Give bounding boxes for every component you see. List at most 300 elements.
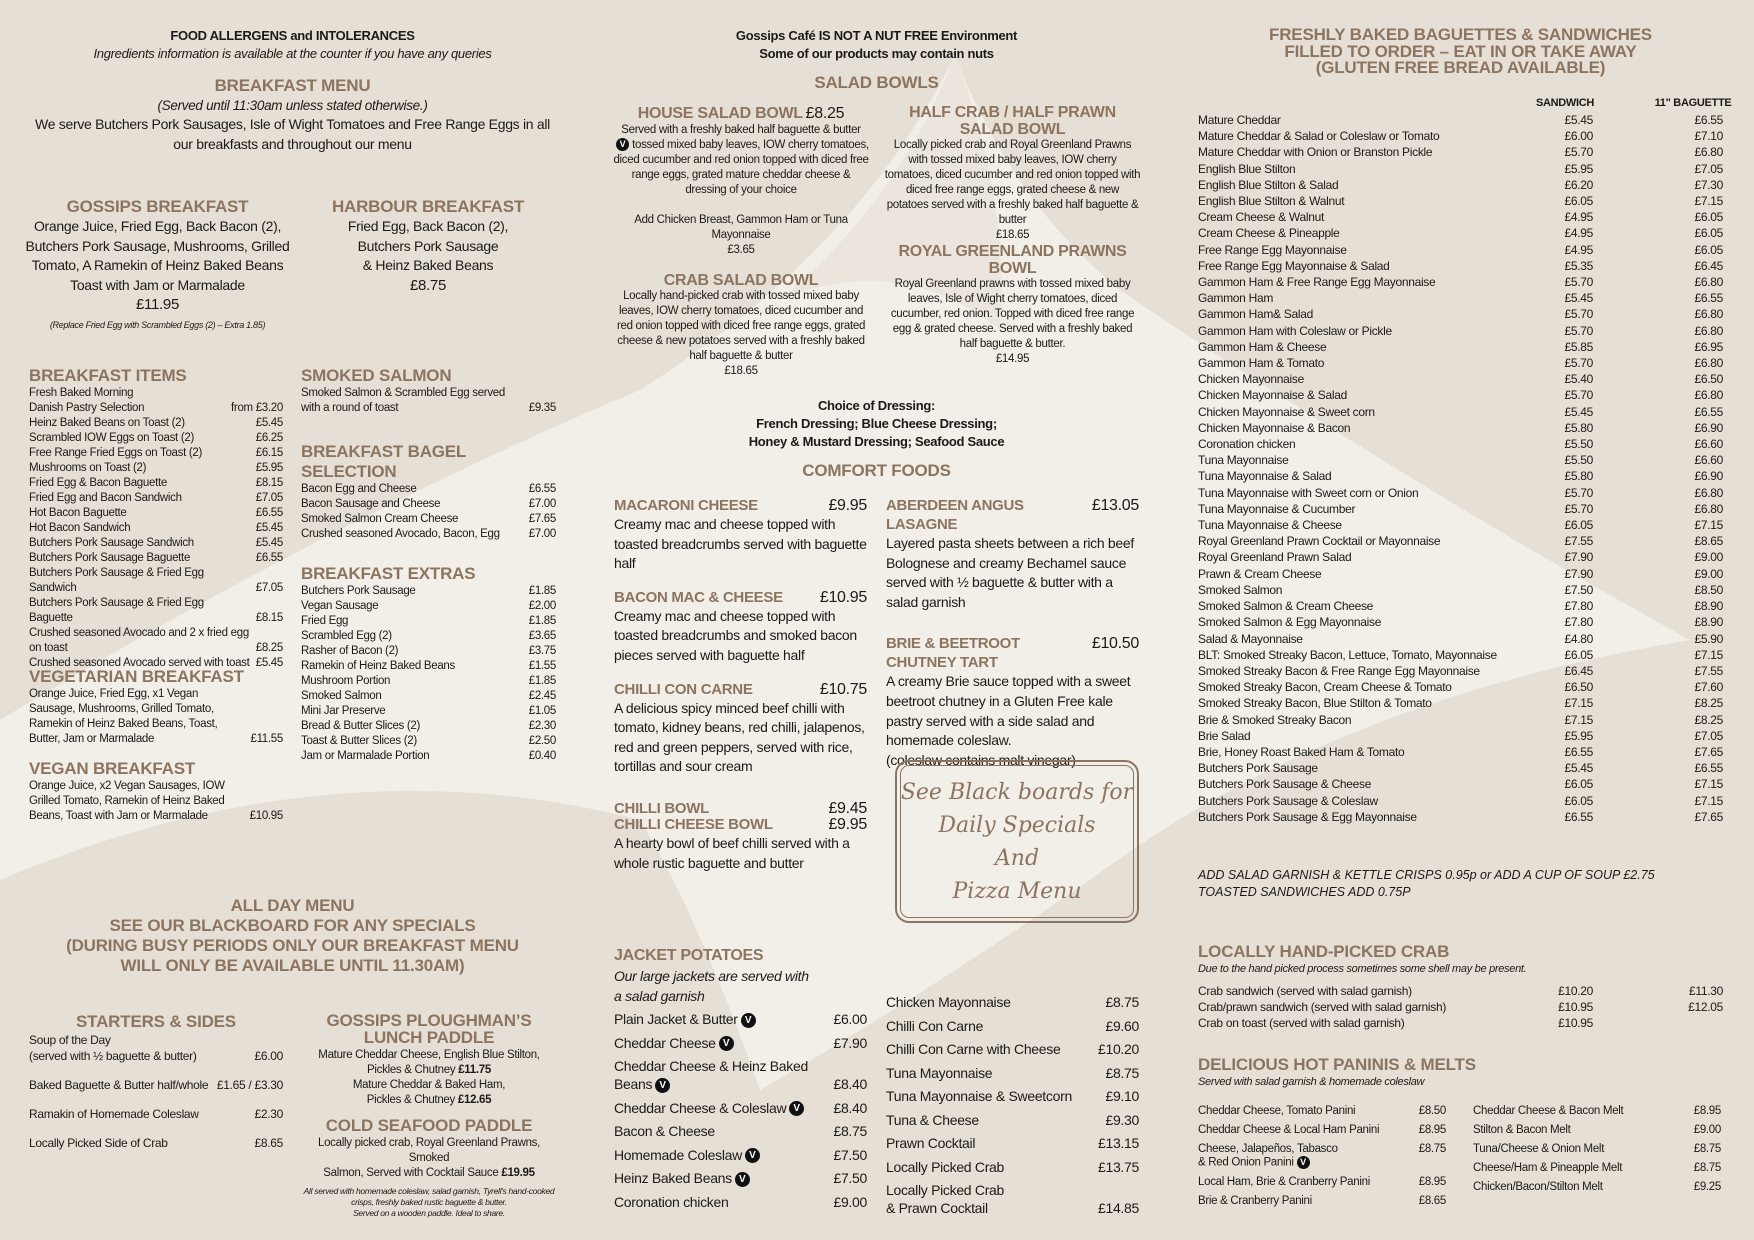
menu-item [1198, 1015, 1723, 1031]
menu-item [1198, 598, 1723, 614]
item-name [614, 1146, 833, 1164]
menu-item [29, 506, 283, 521]
item-sandwich: £6.05 [1564, 777, 1593, 792]
item-description: A hearty bowl of beef chilli served with a whole rustic baguette and butter [614, 835, 850, 871]
gossips-breakfast [25, 197, 290, 330]
item-name-text: Crab on toast (served with salad garnish) [1198, 1016, 1405, 1031]
item-name [1198, 1195, 1419, 1208]
item-name [29, 566, 256, 596]
item-name [1198, 177, 1528, 193]
item-name-text: Plain Jacket & Butter [614, 1011, 738, 1027]
section-title: STARTERS & SIDES [76, 1012, 236, 1031]
item-price: £7.05 [255, 492, 283, 504]
item-name [1198, 290, 1528, 306]
item-price: £9.95 [828, 497, 867, 514]
item-note: (Replace Fried Egg with Scrambled Eggs (2) – Extra 1.85) [49, 319, 266, 330]
item-baguette: £9.00 [1694, 550, 1723, 565]
melt-list [1473, 1105, 1721, 1200]
item-name [301, 674, 529, 689]
menu-item [886, 1134, 1139, 1152]
item-baguette: £7.05 [1694, 728, 1723, 743]
item-name-text: Cheddar Cheese, Tomato Panini [1198, 1105, 1356, 1117]
menu-item [29, 1077, 283, 1093]
item-name-text: English Blue Stilton & Walnut [1198, 194, 1345, 209]
item-sandwich: £5.70 [1564, 307, 1593, 322]
dressing-choice: Choice of Dressing: French Dressing; Blue Cheese Dressing; Honey & Mustard Dressing; Seafood Sauce [748, 398, 1005, 449]
item-baguette: £6.80 [1694, 307, 1723, 322]
baguette-column-header: 11" BAGUETTE [1654, 97, 1732, 109]
item-name-text: Gammon Ham & Free Range Egg Mayonnaise [1198, 275, 1436, 290]
item-name [301, 659, 529, 674]
item-price: £11.95 [136, 296, 179, 314]
menu-item [1198, 760, 1723, 776]
menu-item [1198, 1124, 1446, 1137]
item-price: £18.65 [995, 229, 1030, 241]
item-sandwich: £5.85 [1564, 339, 1593, 354]
item-name-text: Bacon & Cheese [614, 1123, 715, 1139]
item-name-text: Chilli Con Carne [886, 1017, 984, 1034]
add-on-price: £3.65 [727, 244, 755, 256]
salad-bowls-title: SALAD BOWLS [814, 73, 939, 92]
item-name-text: Hot Bacon Sandwich [29, 522, 131, 534]
item-baguette: £6.55 [1694, 404, 1723, 419]
item-price: £6.00 [254, 1049, 283, 1063]
menu-item [29, 1135, 283, 1151]
item-name [1198, 306, 1528, 322]
menu-item [1198, 177, 1723, 193]
item-name-text: Salad & Mayonnaise [1198, 631, 1303, 646]
add-on-text: Add Chicken Breast, Gammon Ham or Tuna Mayonnaise [634, 214, 848, 241]
item-name [1198, 1015, 1528, 1031]
item-sandwich: £5.70 [1564, 145, 1593, 160]
item-sandwich: £5.70 [1564, 323, 1593, 338]
item-name-text: Smoked Salmon & Egg Mayonnaise [1198, 615, 1382, 630]
item-name: MACARONI CHEESE [614, 497, 758, 514]
menu-item [886, 1064, 1139, 1082]
item-name [301, 497, 529, 512]
item-sandwich: £6.55 [1564, 809, 1593, 824]
item-name [1198, 549, 1528, 565]
item-name-text: Coronation chicken [1198, 437, 1296, 452]
item-price: £8.50 [1418, 1105, 1446, 1117]
item-name-text: Free Range Egg Mayonnaise & Salad [1198, 258, 1390, 273]
item-name [1198, 663, 1528, 679]
comfort-item [614, 588, 867, 666]
menu-item [1473, 1143, 1721, 1156]
item-name [1198, 420, 1528, 436]
item-name [29, 779, 250, 824]
item-name [1198, 598, 1528, 614]
item-name [301, 482, 529, 497]
item-description: Mature Cheddar Cheese, English Blue Stilton, Pickles & Chutney [318, 1049, 540, 1076]
item-name [1198, 225, 1528, 241]
item-price: £8.65 [254, 1136, 283, 1150]
item-name [886, 1111, 1105, 1129]
vegetarian-icon: V [735, 1172, 750, 1187]
item-sandwich: £5.70 [1564, 356, 1593, 371]
house-salad-bowl [612, 105, 870, 258]
item-name-text: Smoked Salmon Cream Cheese [301, 513, 459, 525]
item-price: £7.00 [528, 528, 556, 540]
item-name-text: Cheddar Cheese [614, 1034, 716, 1051]
item-name-text: Baked Baguette & Butter half/whole [29, 1078, 209, 1092]
item-baguette: £6.80 [1694, 145, 1723, 160]
menu-item [1198, 355, 1723, 371]
item-baguette: £7.10 [1694, 129, 1723, 144]
item-sandwich: £10.95 [1558, 1016, 1593, 1031]
item-baguette: £6.80 [1694, 501, 1723, 516]
item-price: £1.85 [528, 615, 556, 627]
item-baguette: £9.00 [1694, 566, 1723, 581]
menu-item [301, 734, 556, 749]
menu-item [886, 1087, 1139, 1105]
section-title: LOCALLY HAND-PICKED CRAB [1198, 942, 1450, 961]
item-baguette: £6.05 [1694, 226, 1723, 241]
item-name [29, 491, 256, 506]
item-price: £7.90 [833, 1034, 867, 1051]
item-name [1198, 999, 1528, 1015]
comfort-item [614, 680, 867, 777]
item-name [886, 993, 1105, 1011]
item-name [29, 596, 256, 626]
sandwich-column-header: SANDWICH [1535, 97, 1595, 109]
item-name [1198, 144, 1528, 160]
item-name-text: Crab/prawn sandwich (served with salad garnish) [1198, 1000, 1447, 1015]
menu-item [1198, 712, 1723, 728]
menu-item [301, 386, 556, 416]
menu-item [301, 482, 556, 497]
item-sandwich: £6.55 [1564, 744, 1593, 759]
item-price: £10.95 [819, 588, 867, 606]
comfort-right [886, 496, 1139, 784]
item-sandwich: £5.80 [1564, 420, 1593, 435]
item-price: £14.85 [1097, 1200, 1139, 1216]
item-name-text: Gammon Ham& Salad [1198, 307, 1313, 322]
item-name: CHILLI CON CARNE [614, 680, 753, 698]
item-name [29, 687, 250, 747]
comfort-item [614, 496, 867, 574]
item-name [301, 734, 529, 749]
vegetarian-icon: V [789, 1101, 804, 1116]
section-subtitle: Our large jackets are served with a salad garnish [614, 968, 809, 1004]
item-name-text: Butchers Pork Sausage & Coleslaw [1198, 793, 1378, 808]
menu-item [614, 1034, 867, 1052]
menu-item [29, 1032, 283, 1064]
menu-item [1473, 1181, 1721, 1194]
item-sandwich: £4.95 [1564, 210, 1593, 225]
menu-item [1198, 436, 1723, 452]
bagel-section [301, 442, 556, 542]
menu-item [1198, 1195, 1446, 1208]
item-name [1198, 614, 1528, 630]
item-baguette: £8.65 [1694, 534, 1723, 549]
menu-item [1198, 371, 1723, 387]
item-name [301, 719, 529, 734]
item-price: £1.85 [528, 675, 556, 687]
item-baguette: £8.25 [1694, 696, 1723, 711]
item-baguette: £8.50 [1694, 582, 1723, 597]
menu-item [29, 521, 283, 536]
item-price: £8.15 [255, 477, 283, 489]
item-price: £6.55 [255, 507, 283, 519]
crab-salad-bowl [612, 272, 870, 379]
menu-item [1198, 728, 1723, 744]
menu-item [1198, 1143, 1446, 1170]
section-title: GOSSIPS BREAKFAST [66, 197, 249, 216]
item-name-text: Gammon Ham & Cheese [1198, 339, 1327, 354]
menu-item [29, 401, 283, 416]
breakfast-items-section [29, 366, 283, 671]
item-baguette: £6.45 [1694, 258, 1723, 273]
breakfast-served-note: (Served until 11:30am unless stated otherwise.) [157, 98, 428, 113]
menu-item [1198, 517, 1723, 533]
item-price: £2.30 [254, 1107, 283, 1121]
item-name-text: Butchers Pork Sausage & Cheese [1198, 777, 1372, 792]
item-name-text: Bacon Sausage and Cheese [301, 498, 441, 510]
item-price: £8.40 [833, 1099, 867, 1116]
menu-item [1198, 225, 1723, 241]
item-price: £2.30 [528, 720, 556, 732]
item-name-text: Hot Bacon Baguette [29, 507, 127, 519]
menu-item [886, 1111, 1139, 1129]
item-price: £7.05 [255, 582, 283, 594]
ploughman-section [301, 1012, 557, 1219]
section-title: BREAKFAST BAGEL SELECTION [301, 442, 466, 481]
item-name-text: Butchers Pork Sausage Sandwich [29, 537, 194, 549]
menu-item [301, 599, 556, 614]
item-name-text: Locally Picked Crab [886, 1158, 1005, 1175]
item-name [1198, 485, 1528, 501]
vegetarian-icon: V [719, 1036, 734, 1051]
menu-item [1473, 1105, 1721, 1118]
item-name [301, 527, 529, 542]
item-name-text: Cream Cheese & Walnut [1198, 210, 1324, 225]
item-name [1198, 647, 1528, 663]
item-name-text: Brie, Honey Roast Baked Ham & Tomato [1198, 744, 1405, 759]
item-sandwich: £7.55 [1564, 534, 1593, 549]
item-name-text: Vegan Sausage [301, 600, 379, 612]
item-name [1198, 1105, 1419, 1118]
item-price: £18.65 [724, 365, 758, 377]
item-price: £8.25 [255, 642, 283, 654]
item-name-text: Crab sandwich (served with salad garnish) [1198, 984, 1412, 998]
item-price: £3.65 [528, 630, 556, 642]
menu-item [29, 687, 283, 747]
item-name-text: Locally Picked Side of Crab [29, 1136, 168, 1150]
menu-item [1198, 695, 1723, 711]
menu-item [1198, 679, 1723, 695]
item-description: Royal Greenland prawns with tossed mixed baby leaves, Isle of Wight cherry tomatoes, diced cucumber, red onion. Topped with diced free range egg & grated cheese. Served with a freshly baked half baguette & butter. [890, 278, 1135, 350]
item-name-text: Butchers Pork Sausage [301, 585, 416, 597]
blackboard-line: And [994, 845, 1040, 871]
item-name [29, 1032, 254, 1064]
section-title: BREAKFAST ITEMS [29, 366, 187, 385]
panini-list [1198, 1105, 1446, 1214]
vegetarian-breakfast-section [29, 667, 283, 747]
item-name [1473, 1124, 1694, 1137]
item-name-text: Ramekin of Heinz Baked Beans [301, 660, 455, 672]
menu-item [1198, 501, 1723, 517]
item-sandwich: £5.70 [1564, 275, 1593, 290]
section-title: GOSSIPS PLOUGHMAN’S LUNCH PADDLE [326, 1011, 532, 1047]
nut-notice-line2: Some of our products may contain nuts [759, 46, 994, 61]
menu-item [1198, 582, 1723, 598]
menu-item [1198, 809, 1723, 825]
item-baguette: £6.95 [1694, 339, 1723, 354]
item-name-text: Butchers Pork Sausage & Egg Mayonnaise [1198, 809, 1417, 824]
item-name [1198, 728, 1528, 744]
item-name [1198, 452, 1528, 468]
section-subtitle: Served with salad garnish & homemade coleslaw [1198, 1076, 1425, 1088]
item-name [29, 551, 256, 566]
half-crab-half-prawn-bowl [884, 104, 1141, 243]
item-name-text: Heinz Baked Beans [614, 1170, 732, 1186]
item-sandwich: £6.05 [1564, 194, 1593, 209]
item-name-text: Chicken/Bacon/Stilton Melt [1473, 1181, 1603, 1193]
menu-item [614, 1193, 867, 1211]
menu-item [1198, 793, 1723, 809]
item-price: £9.35 [528, 402, 556, 414]
menu-item [614, 1146, 867, 1164]
menu-item [614, 1099, 867, 1117]
item-sandwich: £6.05 [1564, 647, 1593, 662]
item-price: £2.45 [528, 690, 556, 702]
blackboard-specials-sign [895, 760, 1139, 923]
menu-item [1198, 242, 1723, 258]
item-name [1198, 242, 1528, 258]
item-name [886, 1064, 1105, 1082]
item-name-text: Scrambled Egg (2) [301, 630, 392, 642]
item-price: £3.75 [528, 645, 556, 657]
item-sandwich: £5.45 [1564, 113, 1593, 127]
item-price: £14.95 [995, 353, 1030, 365]
comfort-item-header [886, 496, 1139, 534]
menu-item [29, 446, 283, 461]
item-baguette: £6.60 [1694, 437, 1723, 452]
item-name [1198, 161, 1528, 177]
item-name [1198, 776, 1528, 792]
item-name-text: Smoked Streaky Bacon, Blue Stilton & Tomato [1198, 696, 1432, 711]
menu-item [1198, 128, 1723, 144]
menu-item [1198, 193, 1723, 209]
menu-item [29, 551, 283, 566]
smoked-salmon-section [301, 366, 556, 416]
item-price: £8.75 [1693, 1143, 1721, 1155]
item-baguette: £7.30 [1694, 177, 1723, 192]
item-name [301, 644, 529, 659]
item-baguette: £7.15 [1694, 793, 1723, 808]
menu-item [301, 527, 556, 542]
item-name [1198, 679, 1528, 695]
item-sandwich: £6.50 [1564, 680, 1593, 695]
item-name-text: Orange Juice, x2 Vegan Sausages, IOW Grilled Tomato, Ramekin of Heinz Baked Beans, Toast with Jam or Marmalade [29, 780, 225, 822]
item-price: £5.95 [255, 462, 283, 474]
item-sandwich: £7.90 [1564, 550, 1593, 565]
item-name-text: Cheese/Ham & Pineapple Melt [1473, 1162, 1623, 1174]
menu-item [301, 689, 556, 704]
menu-item [29, 566, 283, 596]
vegan-breakfast-section [29, 759, 283, 824]
menu-item [614, 1169, 867, 1187]
item-name [1198, 112, 1528, 128]
menu-item [301, 497, 556, 512]
menu-item [29, 1106, 283, 1122]
item-price: £8.75 [1418, 1143, 1446, 1155]
item-name [1198, 695, 1528, 711]
item-price: £1.55 [528, 660, 556, 672]
item-description: A delicious spicy minced beef chilli with tomato, kidney beans, red chilli, jalapenos, red and green peppers, served with rice, tortillas and sour cream [614, 699, 865, 775]
item-name [886, 1087, 1105, 1105]
item-baguette: £6.80 [1694, 485, 1723, 500]
item-price: £19.95 [501, 1167, 535, 1179]
item-name [29, 386, 283, 401]
item-name-text: Stilton & Bacon Melt [1473, 1124, 1571, 1136]
sandwich-note: ADD SALAD GARNISH & KETTLE CRISPS 0.95p or ADD A CUP OF SOUP £2.75 [1198, 868, 1655, 882]
menu-item [29, 461, 283, 476]
item-name [1473, 1162, 1694, 1175]
chilli-bowl-item [614, 799, 867, 873]
breakfast-intro: We serve Butchers Pork Sausages, Isle of Wight Tomatoes and Free Range Eggs in all our breakfasts and throughout our menu [35, 116, 550, 152]
item-name [301, 584, 529, 599]
menu-item [886, 1181, 1139, 1217]
item-name-text: Locally Picked Crab & Prawn Cocktail [886, 1182, 1005, 1216]
item-name [29, 1077, 217, 1093]
item-baguette: £6.90 [1694, 420, 1723, 435]
item-name-text: Toast & Butter Slices (2) [301, 735, 417, 747]
item-baguette: £7.15 [1694, 647, 1723, 662]
menu-item [301, 644, 556, 659]
item-baguette: £6.50 [1694, 372, 1723, 387]
item-sandwich: £5.95 [1564, 161, 1593, 176]
item-name [1198, 387, 1528, 403]
item-name [1198, 468, 1528, 484]
comfort-item-header [886, 634, 1139, 672]
item-name [29, 461, 256, 476]
comfort-item-header [614, 680, 867, 699]
item-baguette: £6.55 [1694, 113, 1723, 127]
item-name-text: Mushroom Portion [301, 675, 391, 687]
item-name [614, 1010, 833, 1028]
item-name-text: Chicken Mayonnaise & Sweet corn [1198, 404, 1375, 419]
item-name-text: Smoked Salmon & Cream Cheese [1198, 599, 1374, 614]
breakfast-menu-title: BREAKFAST MENU [214, 76, 371, 95]
item-sandwich: £4.80 [1564, 631, 1593, 646]
item-name [29, 476, 256, 491]
menu-item [29, 416, 283, 431]
menu-item [29, 536, 283, 551]
menu-item [29, 779, 283, 824]
item-sandwich: £6.45 [1564, 663, 1593, 678]
item-sandwich: £6.05 [1564, 518, 1593, 533]
menu-item [301, 704, 556, 719]
item-description: Fried Egg, Back Bacon (2), Butchers Pork Sausage & Heinz Baked Beans [347, 218, 509, 274]
item-price: £8.25 [805, 105, 845, 122]
item-name [29, 1106, 254, 1122]
item-price: £8.75 [409, 276, 447, 294]
menu-item [1198, 533, 1723, 549]
item-name-text: Brie & Smoked Streaky Bacon [1198, 712, 1352, 727]
allergen-subtitle: Ingredients information is available at the counter if you have any queries [93, 46, 492, 61]
item-name-text: Tuna Mayonnaise & Salad [1198, 469, 1332, 484]
item-price: £2.50 [528, 735, 556, 747]
item-price: £6.55 [528, 483, 556, 495]
item-name: HOUSE SALAD BOWL [637, 105, 803, 122]
item-name [301, 386, 529, 416]
item-name-text: Gammon Ham & Tomato [1198, 356, 1325, 371]
menu-item [1198, 566, 1723, 582]
menu-item [29, 476, 283, 491]
item-name [886, 1158, 1098, 1176]
